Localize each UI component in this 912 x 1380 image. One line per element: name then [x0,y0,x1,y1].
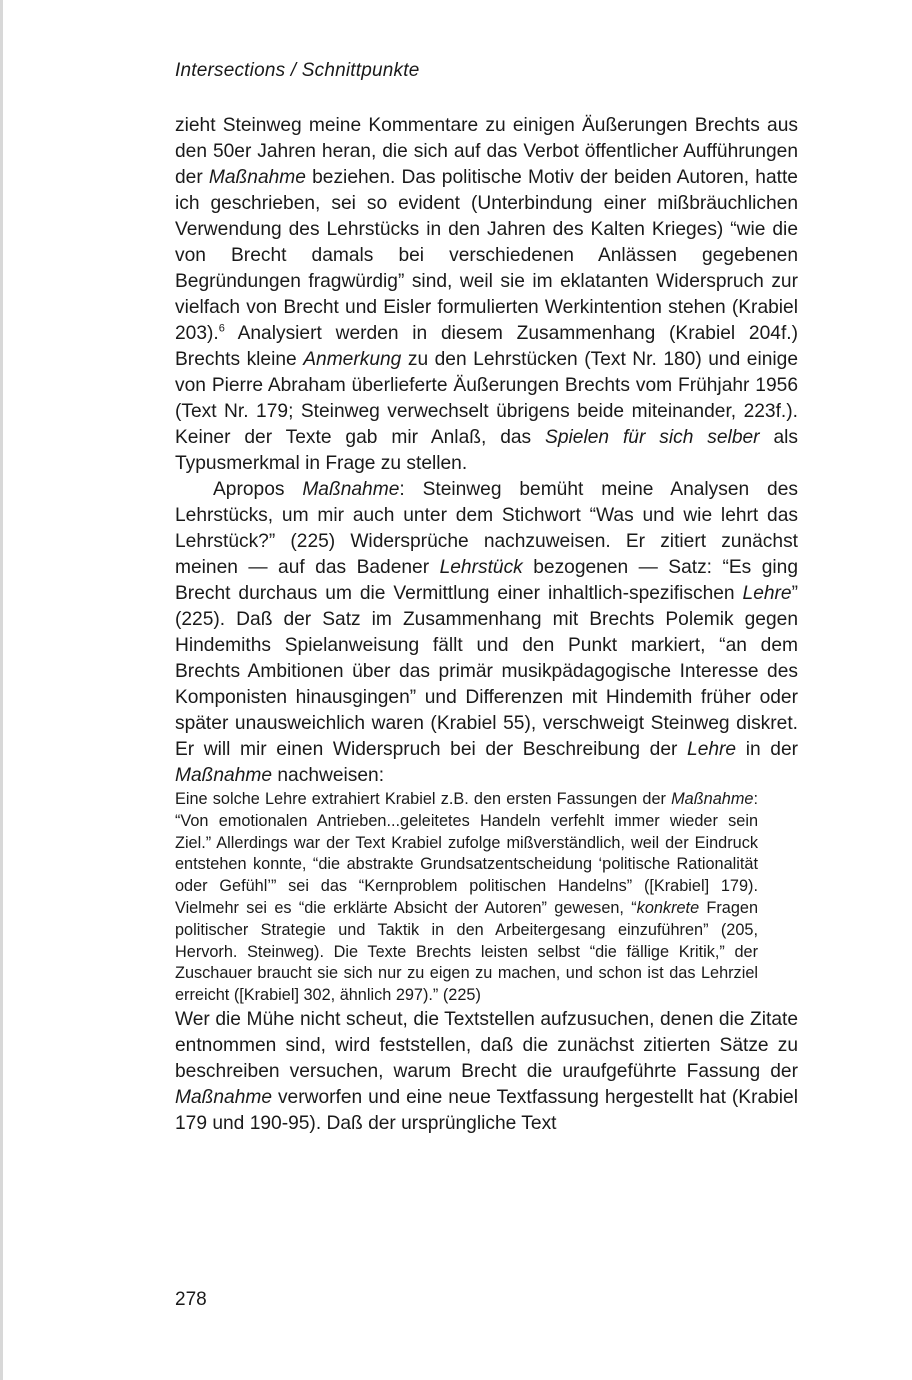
emphasis: Maßnahme [302,479,400,500]
body-text [175,113,798,1137]
emphasis: Maßnahme [671,790,754,808]
emphasis: Maßnahme [208,167,306,188]
emphasis: Lehre [687,739,737,760]
paragraph-1: zieht Steinweg meine Kommentare zu einigen Äußerungen Brechts aus den 50er Jahren heran, die sich auf das Verbot öffentlicher Aufführungen der Maßnahme beziehen. Das politische Motiv der beiden Autoren, hatte ich geschrieben, sei so evident (Unterbindung einer mißbräuchlichen Verwendung des Lehrstücks in den Jahren des Kalten Krieges) “wie die von Brecht damals bei verschiedenen Anlässen gegebenen Begründungen fragwürdig” sind, weil sie im eklatanten Widerspruch zur vielfach von Brecht und Eisler formulierten Werkintention stehen (Krabiel 203).$^6$ Analysiert werden in diesem Zusammenhang (Krabiel 204f.) Brechts kleine Anmerkung zu den Lehrstücken (Text Nr. 180) und einige von Pierre Abraham überlieferte Äußerungen Brechts vom Frühjahr 1956 (Text Nr. 179; Steinweg verwechselt übrigens beide miteinander, 223f.). Keiner der Texte gab mir Anlaß, das Spielen für sich selber als Typusmerkmal in Frage zu stellen. [175,115,798,474]
emphasis: Lehrstück [439,557,523,578]
block-quote: Eine solche Lehre extrahiert Krabiel z.B. den ersten Fassungen der Maßnahme: “Von emotionalen Antrieben...geleitetes Handeln verfehlt immer wieder sein Ziel.” Allerdings war der Text Krabiel zufolge mißverständlich, weil der Eindruck entstehen konnte, “die abstrakte Grundsatzentscheidung ‘politische Rationalität oder Gefühl’” sei das “Kernproblem politischen Handelns” ([Krabiel] 179). Vielmehr sei es “die erklärte Absicht der Autoren” gewesen, “konkrete Fragen politischer Strategie und Taktik in den Arbeitergesang einzuführen” (205, Hervorh. Steinweg). Die Texte Brechts leisten selbst “die fällige Kritik,” der Zuschauer braucht sie sich nur zu eigen zu machen, und schon ist das Lehrziel erreicht ([Krabiel] 302, ähnlich 297).” (225) [175,790,758,1005]
emphasis: Lehre [742,583,792,604]
emphasis: Maßnahme [175,765,273,786]
emphasis: Maßnahme [175,1086,273,1108]
paragraph-2: Apropos Maßnahme: Steinweg bemüht meine Analysen des Lehrstücks, um mir auch unter dem Stichwort “Was und wie lehrt das Lehrstück?” (225) Widersprüche nachzuweisen. Er zitiert zunächst meinen — auf das Badener Lehrstück bezogenen — Satz: “Es ging Brecht durchaus um die Vermittlung einer inhaltlich-spezifischen Lehre” (225). Daß der Satz im Zusammenhang mit Brechts Polemik gegen Hindemiths Spielanweisung fällt und den Punkt markiert, “an dem Brechts Ambitionen über das primär musikpädagogische Interesse des Komponisten hinausgingen” und Differenzen mit Hindemith früher oder später unausweichlich waren (Krabiel 55), verschweigt Steinweg diskret. Er will mir einen Widerspruch bei der Beschreibung der Lehre in der Maßnahme nachweisen: [175,479,798,786]
running-head: Intersections / Schnittpunkte [175,60,420,81]
emphasis: Spielen für sich selber [545,427,760,448]
emphasis: konkrete [636,898,700,917]
page-number: 278 [175,1289,207,1310]
footnote-marker: 6 [218,322,225,335]
page-edge [0,0,3,1380]
paragraph-3: Wer die Mühe nicht scheut, die Textstellen aufzusuchen, denen die Zitate entnommen sind, wird feststellen, daß die zunächst zitierten Sätze zu beschreiben versuchen, warum Brecht die uraufgeführte Fassung der Maßnahme verworfen und eine neue Textfassung hergestellt hat (Krabiel 179 und 190-95). Daß der ursprüngliche Text [175,1008,798,1134]
emphasis: Anmerkung [303,349,402,370]
